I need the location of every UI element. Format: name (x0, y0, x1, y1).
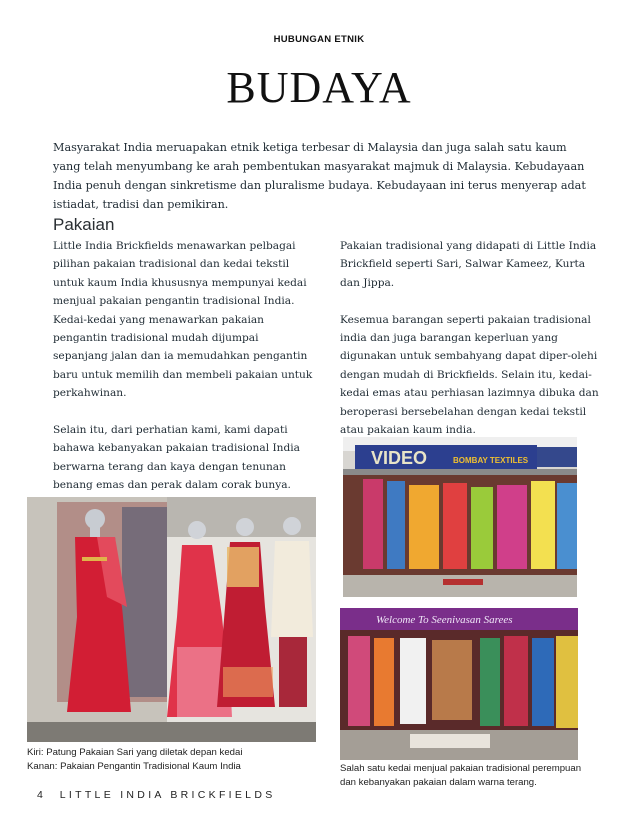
left-photo-caption (27, 746, 242, 774)
left-paragraph-1: Little India Brickfields menawarkan pelbagai pilihan pakaian tradisional dan kedai tekstil untuk kaum India khususnya mempunyai kedai menjual pakaian pengantin tradisional India. Kedai-kedai yang menawarkan pakaian pengantin tradisional mudah dijumpai sepanjang jalan dan ia memudahkan pengantin baru untuk memilih dan membeli pakaian untuk perkahwinan. (53, 240, 313, 400)
left-paragraph-2: Selain itu, dari perhatian kami, kami dapati bahawa kebanyakan pakaian tradisional India berwarna terang dan kaya dengan tenunan benang emas dan perak dalam corak bunya. (53, 424, 300, 492)
right-paragraph-1: Pakaian tradisional yang didapati di Little India Brickfield seperti Sari, Salwar Kameez, Kurta dan Jippa. (340, 240, 597, 289)
page-title: BUDAYA (226, 63, 412, 112)
subheading-pakaian: Pakaian (53, 215, 115, 234)
caption-line-right-1: Salah satu kedai menjual pakaian tradisional perempuan (340, 763, 582, 774)
shop1-sign-text: VIDEO (371, 448, 428, 468)
shop-photo-2 (340, 608, 578, 760)
page-footer (37, 789, 276, 801)
right-photo-caption (340, 762, 581, 790)
mannequin-photo (27, 497, 316, 742)
shop1-sign2-text: BOMBAY TEXTILES (453, 456, 529, 465)
section-label: HUBUNGAN ETNIK (273, 34, 365, 45)
caption-line-left-1: Kiri: Patung Pakaian Sari yang diletak depan kedai (27, 747, 243, 758)
publication-name: LITTLE INDIA BRICKFIELDS (59, 789, 276, 801)
caption-line-left-2: Kanan: Pakaian Pengantin Tradisional Kaum India (27, 761, 241, 772)
shop2-sign-text: Welcome To Seenivasan Sarees (376, 614, 513, 626)
intro-paragraph: Masyarakat India meruapakan etnik ketiga terbesar di Malaysia dan juga salah satu kaum yang telah menyumbang ke arah pembentukan masyarakat majmuk di Malaysia. Kebudayaan India penuh dengan sinkretisme dan pluralisme budaya. Kebudayaan ini terus menyerap adat istiadat, tradisi dan pemikiran. (53, 141, 586, 211)
shop-photo-1 (343, 437, 577, 597)
right-paragraph-2: Kesemua barangan seperti pakaian tradisional india dan juga barangan keperluan yang digunakan untuk sembahyang dapat diper-olehi dengan mudah di Brickfields. Selain itu, kedai-kedai emas atau perhiasan lazimnya dibuka dan beroperasi bersebelahan dengan kedai tekstil atau pakaian kaum india. (340, 313, 599, 437)
left-column (53, 237, 315, 513)
right-column (340, 237, 606, 458)
page-number: 4 (37, 789, 43, 801)
caption-line-right-2: dan kebanyakan pakaian dalam warna terang. (340, 777, 537, 788)
